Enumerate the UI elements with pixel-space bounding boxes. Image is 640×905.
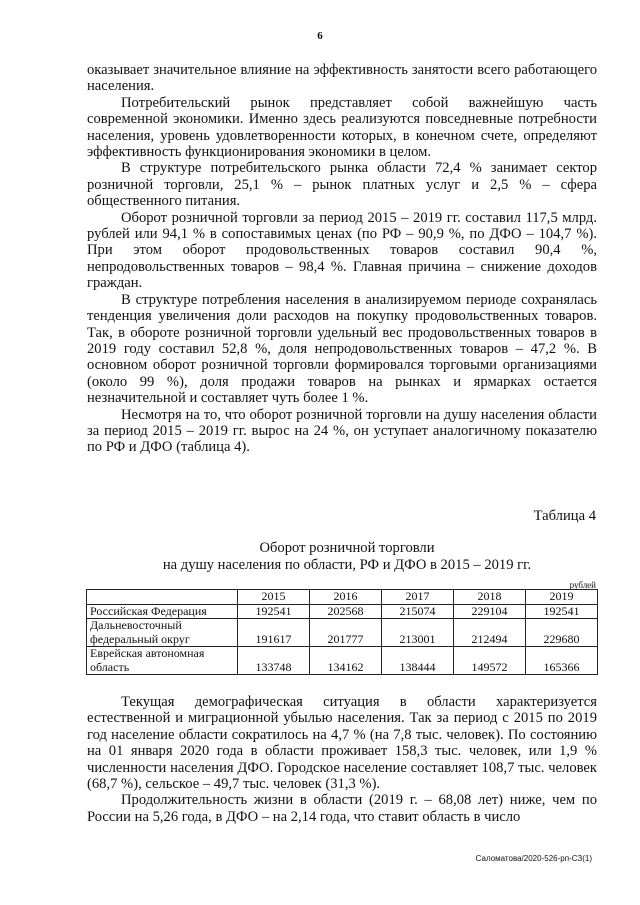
table-row bbox=[87, 647, 598, 675]
paragraph: Продолжительность жизни в области (2019 г. – 68,08 лет) ниже, чем по России на 5,26 года, в ДФО – на 2,14 года, что ставит область в число bbox=[87, 792, 597, 825]
year-header: 2017 bbox=[382, 590, 454, 605]
paragraph: Текущая демографическая ситуация в области характеризуется естественной и миграционной убылью населения. Так за период с 2015 по 2019 год население области сократилось на 4,7 % (на 7,8 тыс. человек). По состоянию на 01 января 2020 года в области проживает 158,3 тыс. человек, или 1,9 % численности населения ДФО. Городское население составляет 108,7 тыс. человек (68,7 %), сельское – 49,7 тыс. человек (31,3 %). bbox=[87, 694, 597, 793]
region-cell: Еврейская автономная область bbox=[87, 647, 238, 675]
value-cell: 212494 bbox=[454, 619, 526, 647]
paragraph: В структуре потребительского рынка области 72,4 % занимает сектор розничной торговли, 25,1 % – рынок платных услуг и 2,5 % – сфера общественного питания. bbox=[87, 160, 597, 210]
region-cell: Российская Федерация bbox=[87, 604, 238, 619]
table-title bbox=[87, 540, 607, 574]
year-header: 2015 bbox=[238, 590, 310, 605]
body-text-top bbox=[87, 62, 597, 456]
body-text-bottom bbox=[87, 694, 597, 825]
year-header: 2018 bbox=[454, 590, 526, 605]
year-header: 2019 bbox=[526, 590, 598, 605]
paragraph: оказывает значительное влияние на эффективность занятости всего работающего населения. bbox=[87, 62, 597, 95]
paragraph: В структуре потребления населения в анализируемом периоде сохранялась тенденция увеличения доли расходов на покупку продовольственных товаров. Так, в обороте розничной торговли удельный вес продовольственных товаров в 2019 году составил 52,8 %, доля непродовольственных товаров – 47,2 %. В основном оборот розничной торговли формировался торговыми организациями (около 99 %), доля продажи товаров на рынках и ярмарках остается незначительной и составляет чуть более 1 %. bbox=[87, 291, 597, 407]
value-cell: 134162 bbox=[310, 647, 382, 675]
value-cell: 202568 bbox=[310, 604, 382, 619]
value-cell: 192541 bbox=[526, 604, 598, 619]
value-cell: 138444 bbox=[382, 647, 454, 675]
data-table bbox=[86, 589, 598, 675]
value-cell: 229104 bbox=[454, 604, 526, 619]
value-cell: 229680 bbox=[526, 619, 598, 647]
region-cell: Дальневосточный федеральный округ bbox=[87, 619, 238, 647]
table-title-line: Оборот розничной торговли bbox=[259, 540, 435, 556]
paragraph: Оборот розничной торговли за период 2015 – 2019 гг. составил 117,5 млрд. рублей или 94,1 % в сопоставимых ценах (по РФ – 90,9 %, по ДФО – 104,7 %). При этом оборот продовольственных товаров составил 90,4 %, непродовольственных товаров – 98,4 %. Главная причина – снижение доходов граждан. bbox=[87, 209, 597, 292]
value-cell: 149572 bbox=[454, 647, 526, 675]
table-title-line: на душу населения по области, РФ и ДФО в 2015 – 2019 гг. bbox=[162, 557, 532, 573]
table-row bbox=[87, 619, 598, 647]
value-cell: 215074 bbox=[382, 604, 454, 619]
table-header-row bbox=[87, 590, 598, 605]
page-number: 6 bbox=[317, 30, 323, 42]
value-cell: 191617 bbox=[238, 619, 310, 647]
paragraph: Потребительский рынок представляет собой важнейшую часть современной экономики. Именно здесь реализуются повседневные потребности населения, уровень удовлетворенности которых, в конечном счете, определяют эффективность функционирования экономики в целом. bbox=[87, 94, 597, 161]
value-cell: 133748 bbox=[238, 647, 310, 675]
table-row bbox=[87, 604, 598, 619]
table-corner-cell bbox=[87, 590, 238, 605]
value-cell: 201777 bbox=[310, 619, 382, 647]
paragraph: Несмотря на то, что оборот розничной торговли на душу населения области за период 2015 – 2019 гг. вырос на 24 %, он уступает аналогичному показателю по РФ и ДФО (таблица 4). bbox=[87, 406, 597, 456]
value-cell: 213001 bbox=[382, 619, 454, 647]
year-header: 2016 bbox=[310, 590, 382, 605]
table-unit: рублей bbox=[569, 580, 596, 590]
table-caption: Таблица 4 bbox=[533, 508, 596, 524]
value-cell: 192541 bbox=[238, 604, 310, 619]
value-cell: 165366 bbox=[526, 647, 598, 675]
document-code-footer: Саломатова/2020-526-рп-СЗ(1) bbox=[475, 854, 592, 863]
